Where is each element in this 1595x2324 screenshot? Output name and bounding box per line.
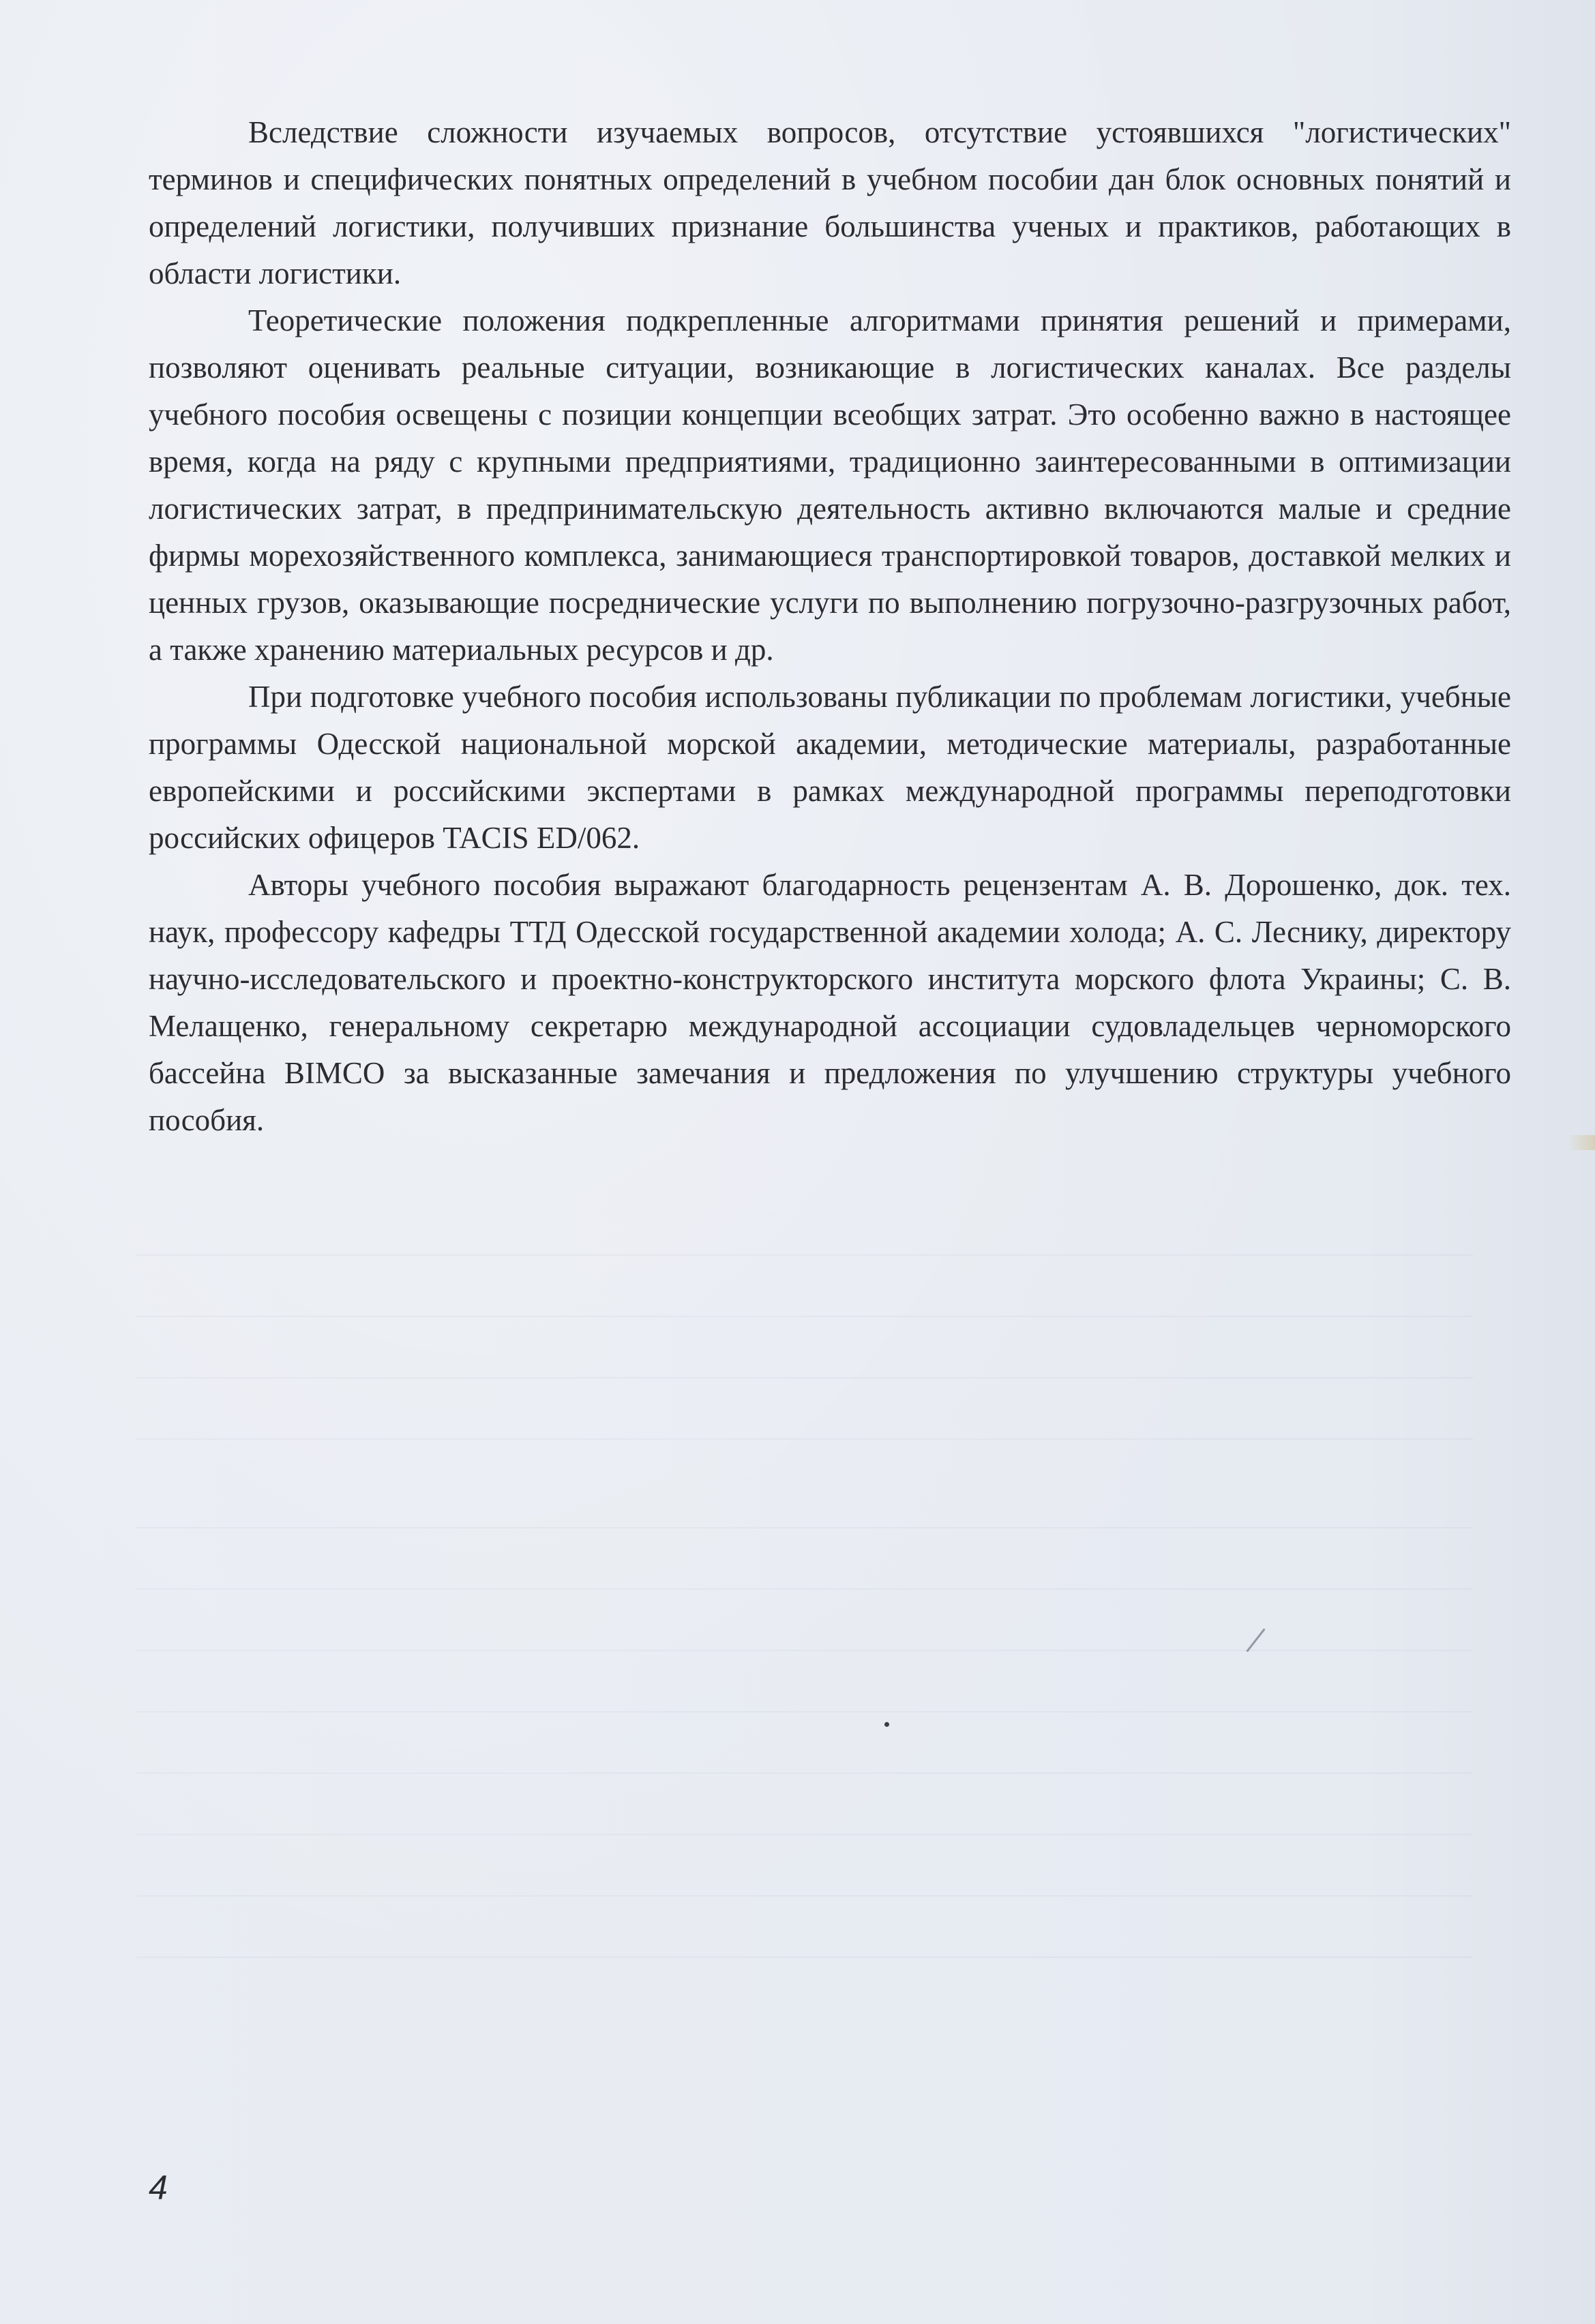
show-through-line [136,1254,1473,1256]
show-through-line [136,1527,1473,1528]
show-through-line [136,1316,1473,1317]
show-through-line [136,1834,1473,1835]
show-through-line [136,1650,1473,1651]
paragraph: Авторы учебного пособия выражают благодарность рецензентам А. В. Дорошенко, док. тех. наук, профессору кафедры ТТД Одесской государственной академии холода; А. С. Леснику, директору научно-исследовательского и проектно-конструкторского института морского флота Украины; С. В. Мелащенко, генеральному секретарю международной ассоциации судовладельцев черноморского бассейна BIMCO за высказанные замечания и предложения по улучшению структуры учебного пособия. [149,868,1511,1137]
scan-speck [884,1722,889,1727]
show-through-line [136,1711,1473,1712]
scan-scratch [1246,1629,1265,1653]
paragraph: При подготовке учебного пособия использованы публикации по проблемам логистики, учебные программы Одесской национальной морской академии, методические материалы, разработанные европейскими и российскими экспертами в рамках международной программы переподготовки российских офицеров TACIS ED/062. [149,680,1511,855]
show-through-line [136,1895,1473,1897]
body-text [149,109,1511,1144]
show-through-line [136,1957,1473,1958]
show-through-line [136,1588,1473,1590]
page-number: 4 [149,2169,168,2207]
show-through-line [136,1772,1473,1774]
page-edge-mark [1568,1135,1595,1150]
paragraph: Теоретические положения подкрепленные алгоритмами принятия решений и примерами, позволяют оценивать реальные ситуации, возникающие в логистических каналах. Все разделы учебного пособия освещены с позиции концепции всеобщих затрат. Это особенно важно в настоящее время, когда на ряду с крупными предприятиями, традиционно заинтересованными в оптимизации логистических затрат, в предпринимательскую деятельность активно включаются малые и средние фирмы морехозяйственного комплекса, занимающиеся транспортировкой товаров, доставкой мелких и ценных грузов, оказывающие посреднические услуги по выполнению погрузочно-разгрузочных работ, а также хранению материальных ресурсов и др. [149,303,1511,667]
show-through-line [136,1377,1473,1378]
paragraph: Вследствие сложности изучаемых вопросов, отсутствие устоявшихся "логистических" терминов и специфических понятных определений в учебном пособии дан блок основных понятий и определений логистики, получивших признание большинства ученых и практиков, работающих в области логистики. [149,115,1511,290]
show-through-line [136,1438,1473,1440]
